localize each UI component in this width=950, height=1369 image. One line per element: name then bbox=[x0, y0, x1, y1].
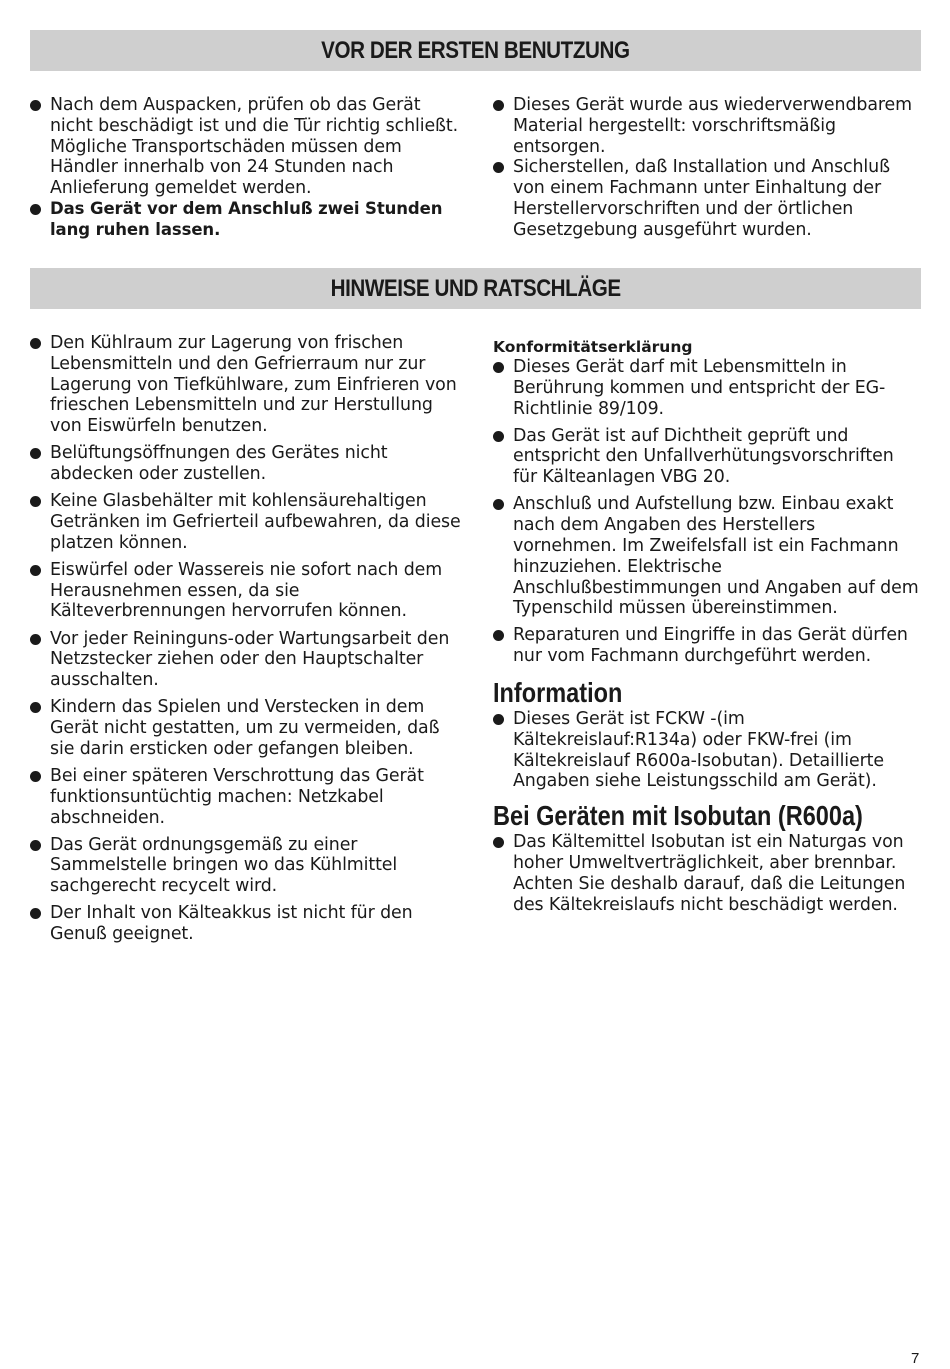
list-item: Das Gerät ordnungsgemäß zu einer Sammelstelle bringen wo das Kühlmittel sachgerecht recycelt wird. bbox=[30, 835, 462, 897]
list-item: Das Kältemittel Isobutan ist ein Naturgas von hoher Umweltverträglichkeit, aber brennbar. Achten Sie deshalb darauf, daß die Leitungen des Kältekreislaufs nicht beschädigt werden. bbox=[493, 832, 923, 915]
section1-right-column bbox=[493, 95, 923, 241]
list-item: Kindern das Spielen und Verstecken in dem Gerät nicht gestatten, um zu vermeiden, daß sie darin ersticken oder gefangen bleiben. bbox=[30, 697, 462, 759]
list-item: Sicherstellen, daß Installation und Anschluß von einem Fachmann unter Einhaltung der Herstellervorschriften und der örtlichen Gesetzgebung ausgeführt wurden. bbox=[493, 157, 923, 240]
section-header-hinweise-und-ratschlaege bbox=[30, 268, 921, 309]
list-item: Dieses Gerät wurde aus wiederverwendbarem Material hergestellt: vorschriftsmäßig entsorgen. bbox=[493, 95, 923, 157]
list-item: Der Inhalt von Kälteakkus ist nicht für den Genuß geeignet. bbox=[30, 903, 462, 945]
list-item: Bei einer späteren Verschrottung das Gerät funktionsuntüchtig machen: Netzkabel abschneiden. bbox=[30, 766, 462, 828]
information-heading: Information bbox=[493, 677, 623, 709]
list-item: Dieses Gerät darf mit Lebensmitteln in Berührung kommen und entspricht der EG-Richtlinie 89/109. bbox=[493, 357, 923, 419]
list-item-emphasis: Das Gerät vor dem Anschluß zwei Stunden lang ruhen lassen. bbox=[30, 199, 460, 241]
page-number: 7 bbox=[911, 1350, 920, 1367]
section-header-vor-der-ersten-benutzung bbox=[30, 30, 921, 71]
list-item: Nach dem Auspacken, prüfen ob das Gerät nicht beschädigt ist und die Tür richtig schließt. Mögliche Transportschäden müssen dem Händler innerhalb von 24 Stunden nach Anlieferung gemeldet werden. bbox=[30, 95, 460, 199]
conformity-heading: Konformitätserklärung bbox=[493, 338, 693, 356]
list-item: Keine Glasbehälter mit kohlensäurehaltigen Getränken im Gefrierteil aufbewahren, da diese platzen können. bbox=[30, 491, 462, 553]
list-item: Dieses Gerät ist FCKW -(im Kältekreislauf:R134a) oder FKW-frei (im Kältekreislauf R600a-Isobutan). Detaillierte Angaben siehe Leistungsschild am Gerät). bbox=[493, 709, 923, 792]
list-item: Eiswürfel oder Wassereis nie sofort nach dem Herausnehmen essen, da sie Kälteverbrennungen hervorrufen können. bbox=[30, 560, 462, 622]
list-item: Den Kühlraum zur Lagerung von frischen Lebensmitteln und den Gefrierraum nur zur Lagerung von Tiefkühlware, zum Einfrieren von frieschen Lebensmitteln und zur Herstullung von Eiswürfeln benutzen. bbox=[30, 333, 462, 437]
section-title: VOR DER ERSTEN BENUTZUNG bbox=[321, 36, 630, 64]
bullet-list bbox=[30, 333, 462, 945]
isobutan-heading: Bei Geräten mit Isobutan (R600a) bbox=[493, 800, 863, 832]
section1-left-column bbox=[30, 95, 460, 241]
bullet-list bbox=[493, 832, 923, 915]
bullet-list bbox=[493, 95, 923, 241]
list-item: Anschluß und Aufstellung bzw. Einbau exakt nach dem Angaben des Herstellers vornehmen. Im Zweifelsfall ist ein Fachmann hinzuziehen. Elektrische Anschlußbestimmungen und Angaben auf dem Typenschild müssen übereinstimmen. bbox=[493, 494, 923, 619]
list-item: Das Gerät ist auf Dichtheit geprüft und entspricht den Unfallverhütungsvorschriften für Kälteanlagen VBG 20. bbox=[493, 426, 923, 488]
bullet-list bbox=[493, 357, 923, 667]
list-item: Vor jeder Reininguns-oder Wartungsarbeit den Netzstecker ziehen oder den Hauptschalter ausschalten. bbox=[30, 629, 462, 691]
bullet-list bbox=[30, 95, 460, 241]
section-title: HINWEISE UND RATSCHLÄGE bbox=[330, 274, 621, 302]
bullet-list bbox=[493, 709, 923, 792]
section2-right-column bbox=[493, 337, 923, 915]
list-item: Reparaturen und Eingriffe in das Gerät dürfen nur vom Fachmann durchgeführt werden. bbox=[493, 625, 923, 667]
section2-left-column bbox=[30, 333, 462, 951]
list-item: Belüftungsöffnungen des Gerätes nicht abdecken oder zustellen. bbox=[30, 443, 462, 485]
